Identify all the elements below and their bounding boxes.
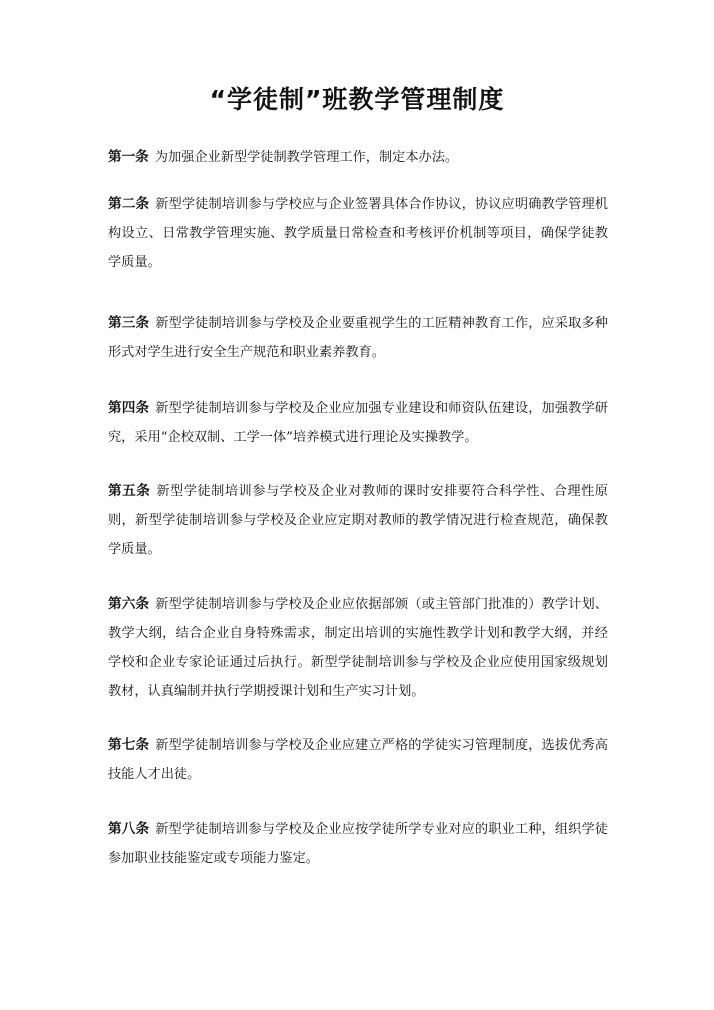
article-text: 新型学徒制培训参与学校及企业对教师的课时安排要符合科学性、合理性原则，新型学徒制培训参与学校及企业应定期对教师的教学情况进行检查规范，确保教学质量。 — [108, 484, 608, 557]
article-text: 新型学徒制培训参与学校及企业应加强专业建设和师资队伍建设，加强教学研究，采用“企校双制、工学一体”培养模式进行理论及实操教学。 — [108, 401, 608, 445]
article-6 — [108, 590, 608, 706]
article-text: 新型学徒制培训参与学校及企业应依据部颁（或主管部门批准的）教学计划、教学大纲，结合企业自身特殊需求，制定出培训的实施性教学计划和教学大纲，并经学校和企业专家论证通过后执行。新型学徒制培训参与学校及企业应使用国家级规划教材，认真编制并执行学期授课计划和生产实习计划。 — [108, 597, 608, 699]
article-text: 为加强企业新型学徒制教学管理工作，制定本办法。 — [154, 150, 459, 165]
article-text: 新型学徒制培训参与学校及企业应建立严格的学徒实习管理制度，选拔优秀高技能人才出徒。 — [108, 738, 608, 782]
article-label: 第一条 — [108, 149, 149, 165]
article-label: 第八条 — [108, 821, 150, 837]
article-8 — [108, 815, 608, 873]
article-5 — [108, 477, 608, 564]
article-text: 新型学徒制培训参与学校及企业应按学徒所学专业对应的职业工种，组织学徒参加职业技能鉴定或专项能力鉴定。 — [108, 822, 608, 866]
article-text: 新型学徒制培训参与学校及企业要重视学生的工匠精神教育工作，应采取多种形式对学生进行安全生产规范和职业素养教育。 — [108, 316, 608, 360]
article-1 — [108, 143, 608, 172]
article-label: 第二条 — [108, 196, 150, 212]
article-label: 第四条 — [108, 400, 150, 416]
article-label: 第六条 — [108, 596, 150, 612]
article-2 — [108, 190, 608, 277]
article-3 — [108, 309, 608, 367]
article-text: 新型学徒制培训参与学校应与企业签署具体合作协议，协议应明确教学管理机构设立、日常教学管理实施、教学质量日常检查和考核评价机制等项目，确保学徒教学质量。 — [108, 197, 608, 270]
article-label: 第五条 — [108, 483, 151, 499]
article-4 — [108, 394, 608, 452]
document-title: “学徒制”班教学管理制度 — [209, 85, 505, 114]
article-7 — [108, 731, 608, 789]
article-label: 第七条 — [108, 737, 150, 753]
article-label: 第三条 — [108, 315, 150, 331]
